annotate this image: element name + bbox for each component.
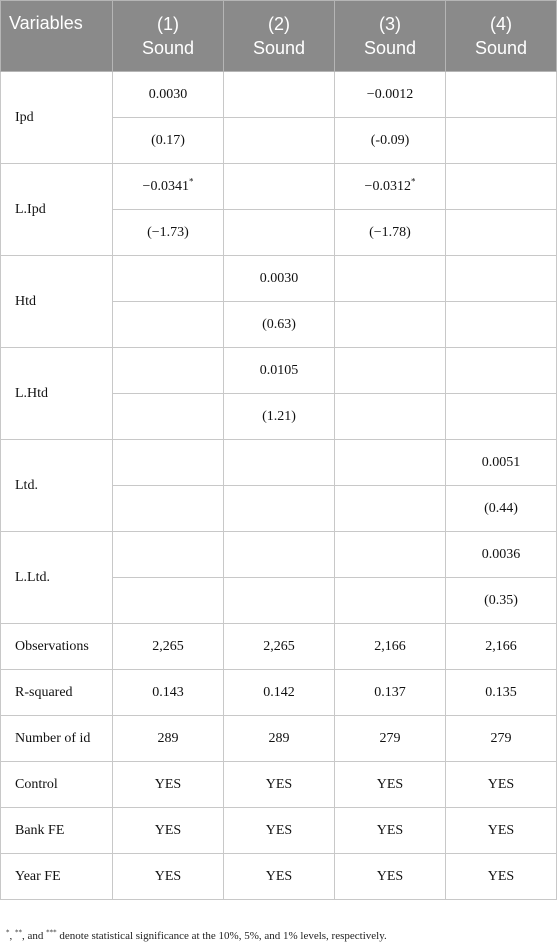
- t-statistic-cell: [335, 486, 446, 532]
- statistic-row: [1, 854, 557, 900]
- statistic-value: YES: [446, 762, 557, 808]
- coefficient-value: 0.0030: [259, 270, 299, 286]
- footnote-symbol: **: [15, 928, 22, 937]
- coefficient-cell: [446, 348, 557, 394]
- header-variables: Variables: [1, 1, 113, 72]
- statistic-value: 0.135: [446, 670, 557, 716]
- footnote-text: denote statistical significance at the 10%, 5%, and 1% levels, respectively.: [56, 930, 387, 942]
- coefficient-cell: [446, 164, 557, 210]
- statistic-label: Year FE: [1, 854, 113, 900]
- statistic-label: Number of id: [1, 716, 113, 762]
- coefficient-cell: [335, 72, 446, 118]
- header-column-dependent: Sound: [252, 38, 306, 58]
- coefficient-cell: [335, 348, 446, 394]
- significance-stars: *: [188, 175, 194, 186]
- statistic-label: Observations: [1, 624, 113, 670]
- statistic-value: 2,166: [335, 624, 446, 670]
- coefficient-value: 0.0105: [259, 362, 299, 378]
- t-statistic-cell: [335, 394, 446, 440]
- header-column: [113, 1, 224, 72]
- t-statistic-cell: (-0.09): [335, 118, 446, 164]
- statistic-row: [1, 762, 557, 808]
- t-statistic-cell: [224, 578, 335, 624]
- header-row: [1, 1, 557, 72]
- t-statistic-cell: (1.21): [224, 394, 335, 440]
- statistic-value: YES: [446, 854, 557, 900]
- header-column-number: (2): [268, 14, 290, 34]
- coefficient-row: [1, 532, 557, 578]
- header-column-number: (1): [157, 14, 179, 34]
- footnote-text: ,: [9, 930, 15, 942]
- coefficient-cell: [224, 440, 335, 486]
- coefficient-cell: [335, 532, 446, 578]
- header-column: [446, 1, 557, 72]
- variable-label: Htd: [1, 256, 113, 348]
- t-statistic-cell: [113, 394, 224, 440]
- statistic-value: YES: [446, 808, 557, 854]
- t-statistic-cell: [446, 118, 557, 164]
- header-column-number: (4): [490, 14, 512, 34]
- coefficient-cell: [446, 440, 557, 486]
- coefficient-row: [1, 164, 557, 210]
- statistic-value: 289: [113, 716, 224, 762]
- header-column-dependent: Sound: [474, 38, 528, 58]
- statistic-value: YES: [113, 762, 224, 808]
- t-statistic-cell: [446, 302, 557, 348]
- variable-label: L.Ltd.: [1, 532, 113, 624]
- variable-label: Ipd: [1, 72, 113, 164]
- coefficient-cell: [446, 72, 557, 118]
- statistic-value: 279: [335, 716, 446, 762]
- t-statistic-cell: (−1.73): [113, 210, 224, 256]
- statistic-row: [1, 624, 557, 670]
- statistic-value: YES: [335, 808, 446, 854]
- t-statistic-cell: (0.63): [224, 302, 335, 348]
- t-statistic-cell: [335, 302, 446, 348]
- coefficient-cell: [335, 164, 446, 210]
- t-statistic-cell: (0.17): [113, 118, 224, 164]
- significance-stars: *: [410, 175, 416, 186]
- t-statistic-cell: [446, 394, 557, 440]
- coefficient-value: 0.0030: [148, 86, 188, 102]
- coefficient-cell: [335, 256, 446, 302]
- statistic-value: 0.137: [335, 670, 446, 716]
- coefficient-cell: [446, 532, 557, 578]
- t-statistic-cell: [224, 118, 335, 164]
- statistic-row: [1, 716, 557, 762]
- variable-label: L.Htd: [1, 348, 113, 440]
- table-footnote: [6, 930, 387, 942]
- statistic-value: 289: [224, 716, 335, 762]
- t-statistic-cell: [446, 210, 557, 256]
- statistic-value: YES: [224, 762, 335, 808]
- statistic-value: 2,166: [446, 624, 557, 670]
- statistic-label: Control: [1, 762, 113, 808]
- t-statistic-cell: (0.35): [446, 578, 557, 624]
- coefficient-cell: [224, 72, 335, 118]
- statistic-value: 0.143: [113, 670, 224, 716]
- statistic-value: YES: [113, 854, 224, 900]
- statistic-row: [1, 670, 557, 716]
- coefficient-row: [1, 348, 557, 394]
- coefficient-cell: [113, 72, 224, 118]
- statistic-value: YES: [224, 808, 335, 854]
- coefficient-cell: [224, 164, 335, 210]
- statistic-label: Bank FE: [1, 808, 113, 854]
- coefficient-value: 0.0051: [481, 454, 521, 470]
- header-column-dependent: Sound: [141, 38, 195, 58]
- coefficient-row: [1, 440, 557, 486]
- coefficient-value: −0.0312: [364, 178, 411, 194]
- coefficient-cell: [113, 164, 224, 210]
- coefficient-cell: [224, 256, 335, 302]
- coefficient-cell: [113, 348, 224, 394]
- t-statistic-cell: (0.44): [446, 486, 557, 532]
- header-column-number: (3): [379, 14, 401, 34]
- header-column: [335, 1, 446, 72]
- statistic-value: 2,265: [224, 624, 335, 670]
- coefficient-cell: [113, 440, 224, 486]
- coefficient-cell: [224, 348, 335, 394]
- statistic-value: YES: [113, 808, 224, 854]
- t-statistic-cell: (−1.78): [335, 210, 446, 256]
- header-column: [224, 1, 335, 72]
- t-statistic-cell: [113, 302, 224, 348]
- coefficient-cell: [446, 256, 557, 302]
- footnote-symbol: ***: [46, 928, 57, 937]
- coefficient-cell: [113, 532, 224, 578]
- statistic-value: 0.142: [224, 670, 335, 716]
- coefficient-cell: [335, 440, 446, 486]
- variable-label: L.Ipd: [1, 164, 113, 256]
- variable-label: Ltd.: [1, 440, 113, 532]
- coefficient-value: −0.0341: [142, 178, 189, 194]
- statistic-value: 2,265: [113, 624, 224, 670]
- footnote-text: , and: [22, 930, 47, 942]
- header-column-dependent: Sound: [363, 38, 417, 58]
- statistic-value: YES: [224, 854, 335, 900]
- t-statistic-cell: [224, 486, 335, 532]
- statistic-value: YES: [335, 854, 446, 900]
- statistic-row: [1, 808, 557, 854]
- t-statistic-cell: [113, 486, 224, 532]
- footnote-symbol: *: [6, 928, 10, 937]
- coefficient-cell: [113, 256, 224, 302]
- t-statistic-cell: [224, 210, 335, 256]
- statistic-value: 279: [446, 716, 557, 762]
- coefficient-row: [1, 256, 557, 302]
- t-statistic-cell: [335, 578, 446, 624]
- statistic-label: R-squared: [1, 670, 113, 716]
- coefficient-value: −0.0012: [366, 86, 414, 102]
- statistic-value: YES: [335, 762, 446, 808]
- coefficient-cell: [224, 532, 335, 578]
- coefficient-row: [1, 72, 557, 118]
- t-statistic-cell: [113, 578, 224, 624]
- coefficient-value: 0.0036: [481, 546, 521, 562]
